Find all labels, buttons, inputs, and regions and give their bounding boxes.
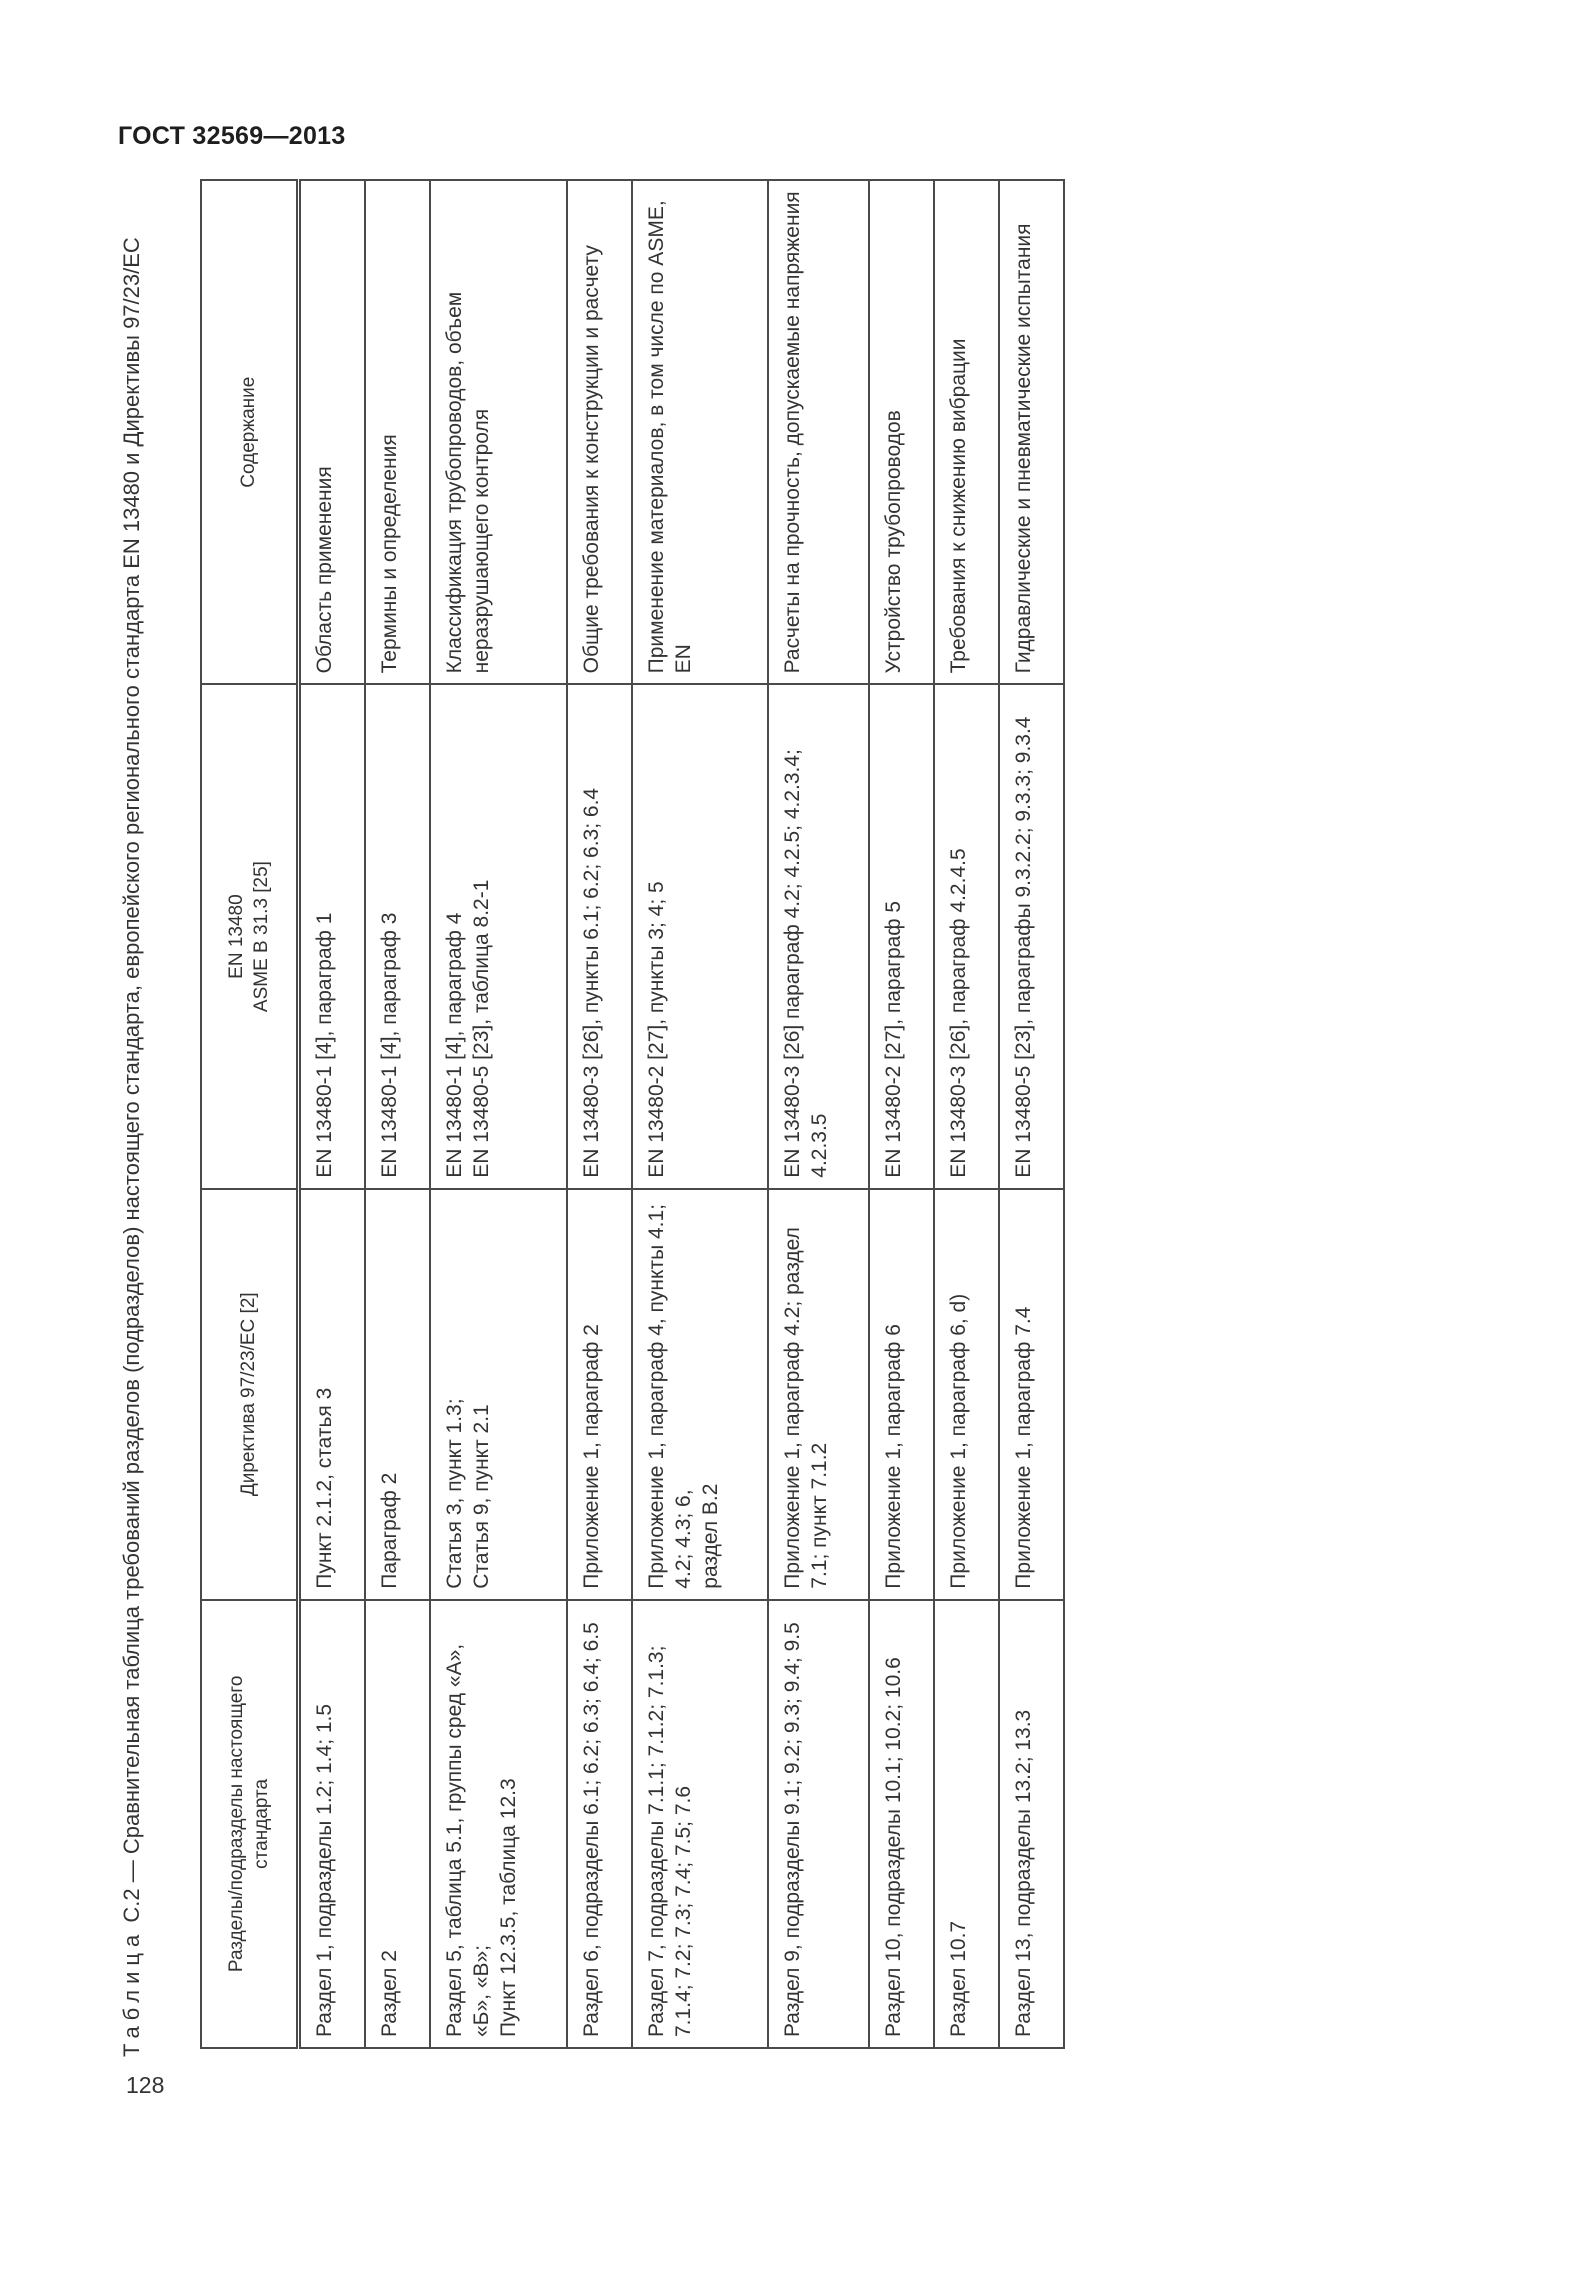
header-directive: Директива 97/23/ЕС [2] — [201, 1189, 298, 1600]
comparison-table — [200, 179, 1065, 2049]
cell-directive: Приложение 1, параграф 7.4 — [999, 1189, 1064, 1600]
table-row — [632, 180, 769, 2048]
cell-content: Применение материалов, в том числе по ASME, EN — [632, 180, 769, 684]
header-content: Содержание — [201, 180, 298, 684]
cell-sections: Раздел 9, подразделы 9.1; 9.2; 9.3; 9.4; 9.5 — [768, 1600, 869, 2048]
cell-content: Общие требования к конструкции и расчету — [567, 180, 632, 684]
cell-directive: Приложение 1, параграф 2 — [567, 1189, 632, 1600]
cell-en13480: EN 13480-1 [4], параграф 1 — [298, 684, 365, 1188]
cell-content: Классификация трубопроводов, объем неразрушающего контроля — [430, 180, 567, 684]
rotated-table-block — [118, 135, 1043, 2065]
cell-en13480: EN 13480-2 [27], параграф 5 — [869, 684, 934, 1188]
cell-en13480: EN 13480-1 [4], параграф 4 EN 13480-5 [23], таблица 8.2-1 — [430, 684, 567, 1188]
cell-content: Гидравлические и пневматические испытания — [999, 180, 1064, 684]
cell-sections: Раздел 13, подразделы 13.2; 13.3 — [999, 1600, 1064, 2048]
table-row — [869, 180, 934, 2048]
cell-en13480: EN 13480-1 [4], параграф 3 — [365, 684, 430, 1188]
table-row — [430, 180, 567, 2048]
cell-sections: Раздел 7, подразделы 7.1.1; 7.1.2; 7.1.3; 7.1.4; 7.2; 7.3; 7.4; 7.5; 7.6 — [632, 1600, 769, 2048]
table-row — [999, 180, 1064, 2048]
table-row — [934, 180, 999, 2048]
cell-content: Требования к снижению вибрации — [934, 180, 999, 684]
cell-sections: Раздел 1, подразделы 1.2; 1.4; 1.5 — [298, 1600, 365, 2048]
cell-content: Устройство трубопроводов — [869, 180, 934, 684]
cell-directive: Приложение 1, параграф 6, d) — [934, 1189, 999, 1600]
cell-sections: Раздел 5, таблица 5.1, группы сред «А», «Б», «В»; Пункт 12.3.5, таблица 12.3 — [430, 1600, 567, 2048]
header-sections: Разделы/подразделы настоящего стандарта — [201, 1600, 298, 2048]
table-row — [567, 180, 632, 2048]
table-row — [365, 180, 430, 2048]
table-row — [298, 180, 365, 2048]
table-caption — [118, 147, 146, 2057]
cell-sections: Раздел 10, подразделы 10.1; 10.2; 10.6 — [869, 1600, 934, 2048]
cell-content: Термины и определения — [365, 180, 430, 684]
table-header-row — [201, 180, 298, 2048]
cell-en13480: EN 13480-3 [26] параграф 4.2; 4.2.5; 4.2.3.4; 4.2.3.5 — [768, 684, 869, 1188]
cell-sections: Раздел 10.7 — [934, 1600, 999, 2048]
caption-text: С.2 — Сравнительная таблица требований разделов (подразделов) настоящего стандарта, европейского регионального стандарта EN 13480 и Директивы 97/23/ЕС — [119, 237, 144, 1923]
cell-directive: Пункт 2.1.2, статья 3 — [298, 1189, 365, 1600]
header-en13480: EN 13480 ASME B 31.3 [25] — [201, 684, 298, 1188]
cell-en13480: EN 13480-5 [23], параграфы 9.3.2.2; 9.3.3; 9.3.4 — [999, 684, 1064, 1188]
cell-content: Расчеты на прочность, допускаемые напряжения — [768, 180, 869, 684]
cell-content: Область применения — [298, 180, 365, 684]
cell-directive: Приложение 1, параграф 4.2; раздел 7.1; пункт 7.1.2 — [768, 1189, 869, 1600]
cell-directive: Приложение 1, параграф 4, пункты 4.1; 4.2; 4.3; 6, раздел В.2 — [632, 1189, 769, 1600]
cell-directive: Параграф 2 — [365, 1189, 430, 1600]
table-row — [768, 180, 869, 2048]
caption-label: Таблица — [119, 1928, 144, 2057]
cell-directive: Приложение 1, параграф 6 — [869, 1189, 934, 1600]
cell-en13480: EN 13480-2 [27], пункты 3; 4; 5 — [632, 684, 769, 1188]
document-code: ГОСТ 32569—2013 — [118, 122, 346, 150]
cell-en13480: EN 13480-3 [26], пункты 6.1; 6.2; 6.3; 6.4 — [567, 684, 632, 1188]
cell-en13480: EN 13480-3 [26], параграф 4.2.4.5 — [934, 684, 999, 1188]
cell-directive: Статья 3, пункт 1.3; Статья 9, пункт 2.1 — [430, 1189, 567, 1600]
page-number: 128 — [126, 2072, 165, 2098]
cell-sections: Раздел 2 — [365, 1600, 430, 2048]
cell-sections: Раздел 6, подразделы 6.1; 6.2; 6.3; 6.4; 6.5 — [567, 1600, 632, 2048]
